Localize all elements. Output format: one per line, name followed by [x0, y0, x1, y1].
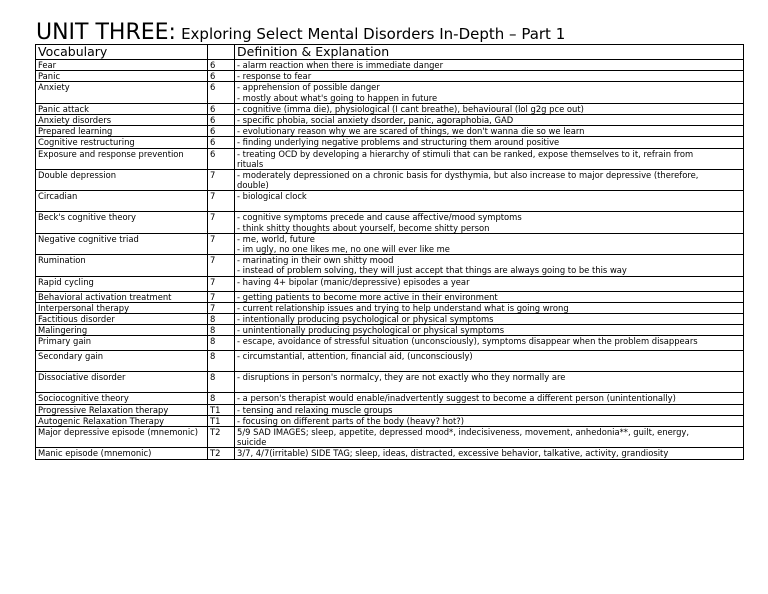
definition-line: - cognitive (imma die), physiological (I cant breathe), behavioural (lol g2g pce out): [237, 103, 584, 114]
vocabulary-rows: [36, 60, 744, 460]
table-row: [36, 115, 744, 126]
table-row: [36, 103, 744, 114]
table-row: [36, 351, 744, 372]
definition-line: - cognitive symptoms precede and cause affective/mood symptoms: [237, 212, 522, 223]
table-row: [36, 393, 744, 404]
unit-cell: 7: [208, 291, 235, 302]
table-row: [36, 82, 744, 103]
definition-cell: [235, 170, 744, 191]
definition-line: - having 4+ bipolar (manic/depressive) episodes a year: [237, 276, 470, 287]
term-cell: Autogenic Relaxation Therapy: [36, 415, 208, 426]
table-header-row: [36, 45, 744, 60]
term-cell: Factitious disorder: [36, 314, 208, 325]
definition-cell: [235, 415, 744, 426]
definition-line: - me, world, future: [237, 233, 315, 244]
definition-line: - circumstantial, attention, financial aid, (unconsciously): [237, 351, 473, 362]
term-cell: Malingering: [36, 325, 208, 336]
table-row: [36, 336, 744, 351]
unit-cell: 8: [208, 336, 235, 351]
definition-cell: [235, 372, 744, 393]
table-row: [36, 148, 744, 169]
definition-line: double): [237, 180, 269, 191]
definition-line: - finding underlying negative problems and structuring them around positive: [237, 137, 560, 148]
table-row: [36, 126, 744, 137]
term-cell: Rapid cycling: [36, 276, 208, 291]
definition-line: - alarm reaction when there is immediate danger: [237, 60, 444, 70]
definition-cell: [235, 325, 744, 336]
term-cell: Primary gain: [36, 336, 208, 351]
table-row: [36, 404, 744, 415]
unit-cell: 6: [208, 82, 235, 103]
definition-line: - instead of problem solving, they will just accept that things are always going to be this way: [237, 265, 627, 276]
table-row: [36, 448, 744, 459]
table-row: [36, 372, 744, 393]
table-row: [36, 71, 744, 82]
term-cell: Sociocognitive theory: [36, 393, 208, 404]
definition-cell: [235, 302, 744, 313]
unit-cell: 8: [208, 372, 235, 393]
unit-cell: 8: [208, 314, 235, 325]
unit-cell: 6: [208, 115, 235, 126]
table-row: [36, 212, 744, 233]
unit-cell: T1: [208, 415, 235, 426]
unit-subheading: Exploring Select Mental Disorders In-Depth – Part 1: [181, 25, 566, 43]
unit-heading: UNIT THREE:: [36, 20, 176, 45]
definition-line: rituals: [237, 158, 264, 169]
unit-cell: 6: [208, 148, 235, 169]
table-row: [36, 427, 744, 448]
definition-cell: [235, 212, 744, 233]
definition-line: - specific phobia, social anxiety dsorder, panic, agoraphobia, GAD: [237, 115, 514, 126]
table-row: [36, 314, 744, 325]
definition-cell: [235, 148, 744, 169]
definition-cell: [235, 448, 744, 459]
table-row: [36, 255, 744, 276]
term-cell: Exposure and response prevention: [36, 148, 208, 169]
table-row: [36, 415, 744, 426]
table-row: [36, 302, 744, 313]
definition-line: - apprehension of possible danger: [237, 82, 380, 93]
term-cell: Panic: [36, 71, 208, 82]
unit-cell: 6: [208, 71, 235, 82]
unit-cell: 8: [208, 351, 235, 372]
definition-cell: [235, 115, 744, 126]
definition-line: - unintentionally producing psychological or physical symptoms: [237, 325, 505, 336]
definition-cell: [235, 336, 744, 351]
definition-cell: [235, 427, 744, 448]
definition-cell: [235, 291, 744, 302]
table-row: [36, 325, 744, 336]
unit-cell: 6: [208, 137, 235, 148]
term-cell: Panic attack: [36, 103, 208, 114]
definition-cell: [235, 71, 744, 82]
definition-line: - think shitty thoughts about yourself, become shitty person: [237, 222, 490, 233]
definition-cell: [235, 137, 744, 148]
table-row: [36, 233, 744, 254]
unit-cell: 7: [208, 191, 235, 212]
definition-line: - intentionally producing psychological or physical symptoms: [237, 314, 494, 325]
term-cell: Rumination: [36, 255, 208, 276]
term-cell: Negative cognitive triad: [36, 233, 208, 254]
term-cell: Behavioral activation treatment: [36, 291, 208, 302]
definition-cell: [235, 103, 744, 114]
definition-cell: [235, 60, 744, 71]
unit-cell: 7: [208, 170, 235, 191]
definition-line: - focusing on different parts of the body (heavy? hot?): [237, 415, 464, 426]
unit-cell: 7: [208, 302, 235, 313]
unit-cell: 6: [208, 126, 235, 137]
definition-cell: [235, 314, 744, 325]
definition-line: - evolutionary reason why we are scared of things, we don't wanna die so we learn: [237, 126, 585, 137]
unit-cell: 7: [208, 233, 235, 254]
definition-cell: [235, 82, 744, 103]
definition-line: - biological clock: [237, 191, 307, 202]
unit-cell: T1: [208, 404, 235, 415]
unit-cell: 8: [208, 393, 235, 404]
unit-cell: 6: [208, 103, 235, 114]
definition-line: 3/7, 4/7(irritable) SIDE TAG; sleep, ideas, distracted, excessive behavior, talkative, activity, grandiosity: [237, 448, 669, 459]
unit-cell: 7: [208, 212, 235, 233]
definition-line: suicide: [237, 437, 267, 448]
definition-cell: [235, 276, 744, 291]
definition-line: - current relationship issues and trying to help understand what is going wrong: [237, 302, 569, 313]
table-row: [36, 170, 744, 191]
definition-line: - treating OCD by developing a hierarchy of stimuli that can be ranked, expose themselves to it, refrain from: [237, 148, 694, 159]
term-cell: Major depressive episode (mnemonic): [36, 427, 208, 448]
table-row: [36, 276, 744, 291]
term-cell: Secondary gain: [36, 351, 208, 372]
definition-line: 5/9 SAD IMAGES; sleep, appetite, depressed mood*, indecisiveness, movement, anhedonia**, guilt, energy,: [237, 427, 690, 438]
term-cell: Beck's cognitive theory: [36, 212, 208, 233]
unit-cell: T2: [208, 427, 235, 448]
term-cell: Fear: [36, 60, 208, 71]
vocabulary-table: [35, 44, 744, 460]
definition-cell: [235, 404, 744, 415]
page-title: [36, 20, 565, 45]
definition-line: - a person's therapist would enable/inadvertently suggest to become a different person (unintentionally): [237, 393, 676, 404]
definition-line: - escape, avoidance of stressful situation (unconsciously), symptoms disappear when the problem disappears: [237, 336, 698, 347]
term-cell: Dissociative disorder: [36, 372, 208, 393]
definition-line: - getting patients to become more active in their environment: [237, 291, 498, 302]
term-cell: Cognitive restructuring: [36, 137, 208, 148]
definition-line: - im ugly, no one likes me, no one will ever like me: [237, 244, 450, 255]
unit-header: [208, 45, 235, 60]
unit-cell: 6: [208, 60, 235, 71]
definition-line: - moderately depressioned on a chronic basis for dysthymia, but also increase to major depressive (therefore,: [237, 170, 699, 181]
definition-cell: [235, 233, 744, 254]
term-cell: Anxiety disorders: [36, 115, 208, 126]
vocabulary-header: Vocabulary: [36, 45, 208, 60]
table-row: [36, 60, 744, 71]
definition-line: - response to fear: [237, 71, 312, 82]
definition-line: - tensing and relaxing muscle groups: [237, 404, 393, 415]
term-cell: Manic episode (mnemonic): [36, 448, 208, 459]
definition-cell: [235, 393, 744, 404]
definition-header: Definition & Explanation: [235, 45, 744, 60]
definition-line: - disruptions in person's normalcy, they are not exactly who they normally are: [237, 372, 566, 383]
definition-line: - marinating in their own shitty mood: [237, 255, 394, 266]
table-row: [36, 191, 744, 212]
term-cell: Anxiety: [36, 82, 208, 103]
unit-cell: T2: [208, 448, 235, 459]
term-cell: Progressive Relaxation therapy: [36, 404, 208, 415]
definition-cell: [235, 126, 744, 137]
term-cell: Interpersonal therapy: [36, 302, 208, 313]
definition-cell: [235, 351, 744, 372]
term-cell: Circadian: [36, 191, 208, 212]
term-cell: Double depression: [36, 170, 208, 191]
definition-line: - mostly about what's going to happen in future: [237, 92, 438, 103]
unit-cell: 7: [208, 255, 235, 276]
table-row: [36, 137, 744, 148]
unit-cell: 8: [208, 325, 235, 336]
unit-cell: 7: [208, 276, 235, 291]
definition-cell: [235, 255, 744, 276]
term-cell: Prepared learning: [36, 126, 208, 137]
definition-cell: [235, 191, 744, 212]
table-row: [36, 291, 744, 302]
